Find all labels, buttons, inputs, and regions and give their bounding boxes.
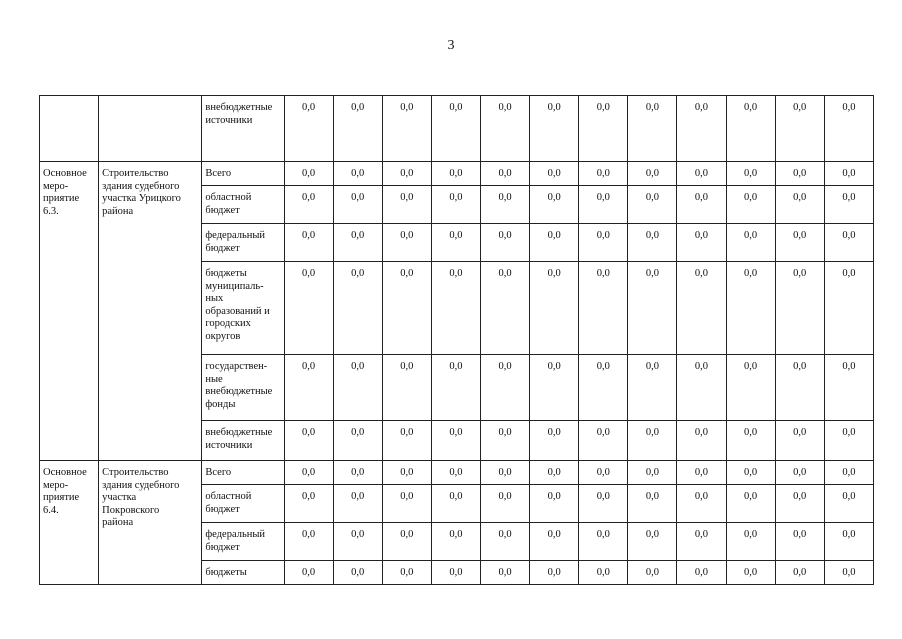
value-cell: 0,0	[382, 461, 431, 485]
value-cell: 0,0	[333, 162, 382, 186]
value-cell: 0,0	[333, 523, 382, 561]
value-cell: 0,0	[481, 355, 530, 421]
value-cell: 0,0	[382, 561, 431, 585]
value-cell: 0,0	[579, 355, 628, 421]
value-cell: 0,0	[677, 421, 726, 461]
value-cell: 0,0	[824, 186, 873, 224]
event-cell	[40, 162, 99, 461]
value-cell: 0,0	[579, 186, 628, 224]
value-cell: 0,0	[431, 485, 480, 523]
cell-line: областной	[205, 491, 252, 502]
value-cell: 0,0	[382, 96, 431, 162]
cell-line: Всего	[205, 467, 232, 478]
cell-line: ных	[205, 293, 224, 304]
value-cell: 0,0	[431, 96, 480, 162]
value-cell: 0,0	[284, 262, 333, 355]
value-cell: 0,0	[382, 421, 431, 461]
value-cell: 0,0	[481, 96, 530, 162]
table-row	[40, 162, 874, 186]
value-cell: 0,0	[677, 485, 726, 523]
cell-line: Покровского	[102, 504, 160, 516]
value-cell: 0,0	[530, 421, 579, 461]
cell-line: источники	[205, 439, 253, 451]
value-cell: 0,0	[824, 224, 873, 262]
value-cell: 0,0	[284, 96, 333, 162]
value-cell: 0,0	[481, 421, 530, 461]
value-cell: 0,0	[481, 224, 530, 262]
value-cell: 0,0	[284, 561, 333, 585]
value-cell: 0,0	[333, 561, 382, 585]
value-cell: 0,0	[775, 355, 824, 421]
value-cell: 0,0	[579, 523, 628, 561]
value-cell: 0,0	[284, 421, 333, 461]
value-cell: 0,0	[775, 523, 824, 561]
value-cell: 0,0	[333, 262, 382, 355]
value-cell: 0,0	[431, 561, 480, 585]
value-cell: 0,0	[775, 461, 824, 485]
value-cell: 0,0	[824, 262, 873, 355]
value-cell: 0,0	[726, 421, 775, 461]
description-cell	[99, 96, 202, 162]
value-cell: 0,0	[726, 355, 775, 421]
value-cell: 0,0	[628, 224, 677, 262]
value-cell: 0,0	[775, 262, 824, 355]
value-cell: 0,0	[431, 162, 480, 186]
cell-line: меро-	[43, 180, 69, 192]
cell-line: бюджеты	[205, 268, 247, 279]
value-cell: 0,0	[382, 162, 431, 186]
value-cell: 0,0	[382, 186, 431, 224]
cell-line: городских	[205, 318, 251, 329]
value-cell: 0,0	[775, 96, 824, 162]
cell-line: федеральный	[205, 529, 266, 540]
cell-line: района	[102, 517, 134, 528]
table-row	[40, 461, 874, 485]
cell-line: государствен-	[205, 361, 268, 372]
value-cell: 0,0	[775, 485, 824, 523]
funding-source-cell	[202, 224, 284, 262]
value-cell: 0,0	[579, 421, 628, 461]
value-cell: 0,0	[677, 96, 726, 162]
value-cell: 0,0	[775, 162, 824, 186]
cell-line: 6.4.	[43, 504, 59, 516]
cell-line: Основное	[43, 467, 87, 478]
cell-line: участка Урицкого	[102, 193, 181, 204]
value-cell: 0,0	[726, 461, 775, 485]
value-cell: 0,0	[284, 485, 333, 523]
value-cell: 0,0	[628, 96, 677, 162]
value-cell: 0,0	[382, 262, 431, 355]
value-cell: 0,0	[579, 162, 628, 186]
description-cell	[99, 461, 202, 585]
table-row	[40, 96, 874, 162]
cell-line: бюджет	[205, 541, 240, 553]
value-cell: 0,0	[530, 561, 579, 585]
value-cell: 0,0	[431, 186, 480, 224]
cell-line: здания судебного	[102, 479, 180, 491]
value-cell: 0,0	[677, 224, 726, 262]
value-cell: 0,0	[628, 485, 677, 523]
value-cell: 0,0	[333, 96, 382, 162]
funding-source-cell	[202, 485, 284, 523]
funding-source-cell	[202, 162, 284, 186]
value-cell: 0,0	[775, 421, 824, 461]
value-cell: 0,0	[677, 262, 726, 355]
cell-line: Основное	[43, 168, 87, 179]
value-cell: 0,0	[824, 561, 873, 585]
value-cell: 0,0	[284, 162, 333, 186]
value-cell: 0,0	[824, 523, 873, 561]
value-cell: 0,0	[824, 355, 873, 421]
value-cell: 0,0	[677, 186, 726, 224]
value-cell: 0,0	[824, 421, 873, 461]
event-cell	[40, 96, 99, 162]
value-cell: 0,0	[726, 186, 775, 224]
value-cell: 0,0	[481, 523, 530, 561]
value-cell: 0,0	[284, 355, 333, 421]
value-cell: 0,0	[775, 561, 824, 585]
value-cell: 0,0	[431, 421, 480, 461]
value-cell: 0,0	[431, 355, 480, 421]
value-cell: 0,0	[481, 461, 530, 485]
value-cell: 0,0	[481, 561, 530, 585]
value-cell: 0,0	[530, 186, 579, 224]
value-cell: 0,0	[431, 461, 480, 485]
value-cell: 0,0	[333, 421, 382, 461]
value-cell: 0,0	[530, 355, 579, 421]
funding-source-cell	[202, 96, 284, 162]
value-cell: 0,0	[579, 262, 628, 355]
value-cell: 0,0	[284, 224, 333, 262]
value-cell: 0,0	[726, 523, 775, 561]
funding-source-cell	[202, 461, 284, 485]
value-cell: 0,0	[775, 224, 824, 262]
cell-line: фонды	[205, 398, 236, 410]
value-cell: 0,0	[481, 186, 530, 224]
value-cell: 0,0	[530, 96, 579, 162]
value-cell: 0,0	[382, 485, 431, 523]
value-cell: 0,0	[284, 186, 333, 224]
value-cell: 0,0	[382, 224, 431, 262]
value-cell: 0,0	[284, 523, 333, 561]
value-cell: 0,0	[775, 186, 824, 224]
value-cell: 0,0	[677, 355, 726, 421]
value-cell: 0,0	[628, 162, 677, 186]
value-cell: 0,0	[333, 224, 382, 262]
value-cell: 0,0	[628, 461, 677, 485]
budget-table	[39, 95, 874, 585]
cell-line: муниципаль-	[205, 280, 264, 292]
funding-source-cell	[202, 262, 284, 355]
funding-source-cell	[202, 186, 284, 224]
value-cell: 0,0	[333, 355, 382, 421]
value-cell: 0,0	[677, 523, 726, 561]
value-cell: 0,0	[628, 421, 677, 461]
value-cell: 0,0	[431, 224, 480, 262]
value-cell: 0,0	[481, 262, 530, 355]
value-cell: 0,0	[677, 162, 726, 186]
cell-line: бюджет	[205, 503, 240, 515]
value-cell: 0,0	[530, 224, 579, 262]
cell-line: меро-	[43, 479, 69, 491]
cell-line: 6.3.	[43, 205, 59, 217]
value-cell: 0,0	[530, 162, 579, 186]
cell-line: бюджет	[205, 242, 240, 254]
value-cell: 0,0	[824, 461, 873, 485]
value-cell: 0,0	[579, 224, 628, 262]
cell-line: здания судебного	[102, 180, 180, 192]
value-cell: 0,0	[628, 262, 677, 355]
value-cell: 0,0	[824, 162, 873, 186]
cell-line: внебюджетные	[205, 102, 273, 113]
value-cell: 0,0	[628, 561, 677, 585]
value-cell: 0,0	[579, 461, 628, 485]
value-cell: 0,0	[284, 461, 333, 485]
cell-line: внебюджетные	[205, 386, 273, 397]
value-cell: 0,0	[579, 485, 628, 523]
cell-line: района	[102, 205, 134, 217]
value-cell: 0,0	[481, 162, 530, 186]
funding-source-cell	[202, 523, 284, 561]
cell-line: федеральный	[205, 230, 266, 241]
value-cell: 0,0	[481, 485, 530, 523]
cell-line: округов	[205, 330, 241, 342]
value-cell: 0,0	[726, 485, 775, 523]
cell-line: ные	[205, 373, 223, 385]
value-cell: 0,0	[824, 96, 873, 162]
cell-line: образований и	[205, 305, 270, 317]
cell-line: Строительство	[102, 467, 169, 478]
value-cell: 0,0	[726, 162, 775, 186]
cell-line: бюджеты	[205, 567, 247, 578]
value-cell: 0,0	[677, 561, 726, 585]
value-cell: 0,0	[726, 96, 775, 162]
funding-source-cell	[202, 355, 284, 421]
funding-source-cell	[202, 421, 284, 461]
value-cell: 0,0	[628, 355, 677, 421]
event-cell	[40, 461, 99, 585]
description-cell	[99, 162, 202, 461]
value-cell: 0,0	[530, 485, 579, 523]
value-cell: 0,0	[628, 523, 677, 561]
cell-line: областной	[205, 192, 252, 203]
cell-line: приятие	[43, 193, 80, 204]
value-cell: 0,0	[677, 461, 726, 485]
value-cell: 0,0	[382, 523, 431, 561]
value-cell: 0,0	[431, 523, 480, 561]
cell-line: бюджет	[205, 204, 240, 216]
cell-line: внебюджетные	[205, 427, 273, 438]
cell-line: приятие	[43, 492, 80, 503]
cell-line: источники	[205, 114, 253, 126]
value-cell: 0,0	[431, 262, 480, 355]
cell-line: участка	[102, 492, 137, 503]
value-cell: 0,0	[530, 523, 579, 561]
value-cell: 0,0	[579, 96, 628, 162]
value-cell: 0,0	[628, 186, 677, 224]
value-cell: 0,0	[382, 355, 431, 421]
value-cell: 0,0	[333, 461, 382, 485]
cell-line: Строительство	[102, 168, 169, 179]
value-cell: 0,0	[530, 262, 579, 355]
cell-line: Всего	[205, 168, 232, 179]
page-number: 3	[447, 38, 455, 53]
value-cell: 0,0	[726, 224, 775, 262]
value-cell: 0,0	[333, 485, 382, 523]
funding-source-cell	[202, 561, 284, 585]
value-cell: 0,0	[579, 561, 628, 585]
value-cell: 0,0	[726, 262, 775, 355]
value-cell: 0,0	[333, 186, 382, 224]
value-cell: 0,0	[530, 461, 579, 485]
value-cell: 0,0	[726, 561, 775, 585]
value-cell: 0,0	[824, 485, 873, 523]
